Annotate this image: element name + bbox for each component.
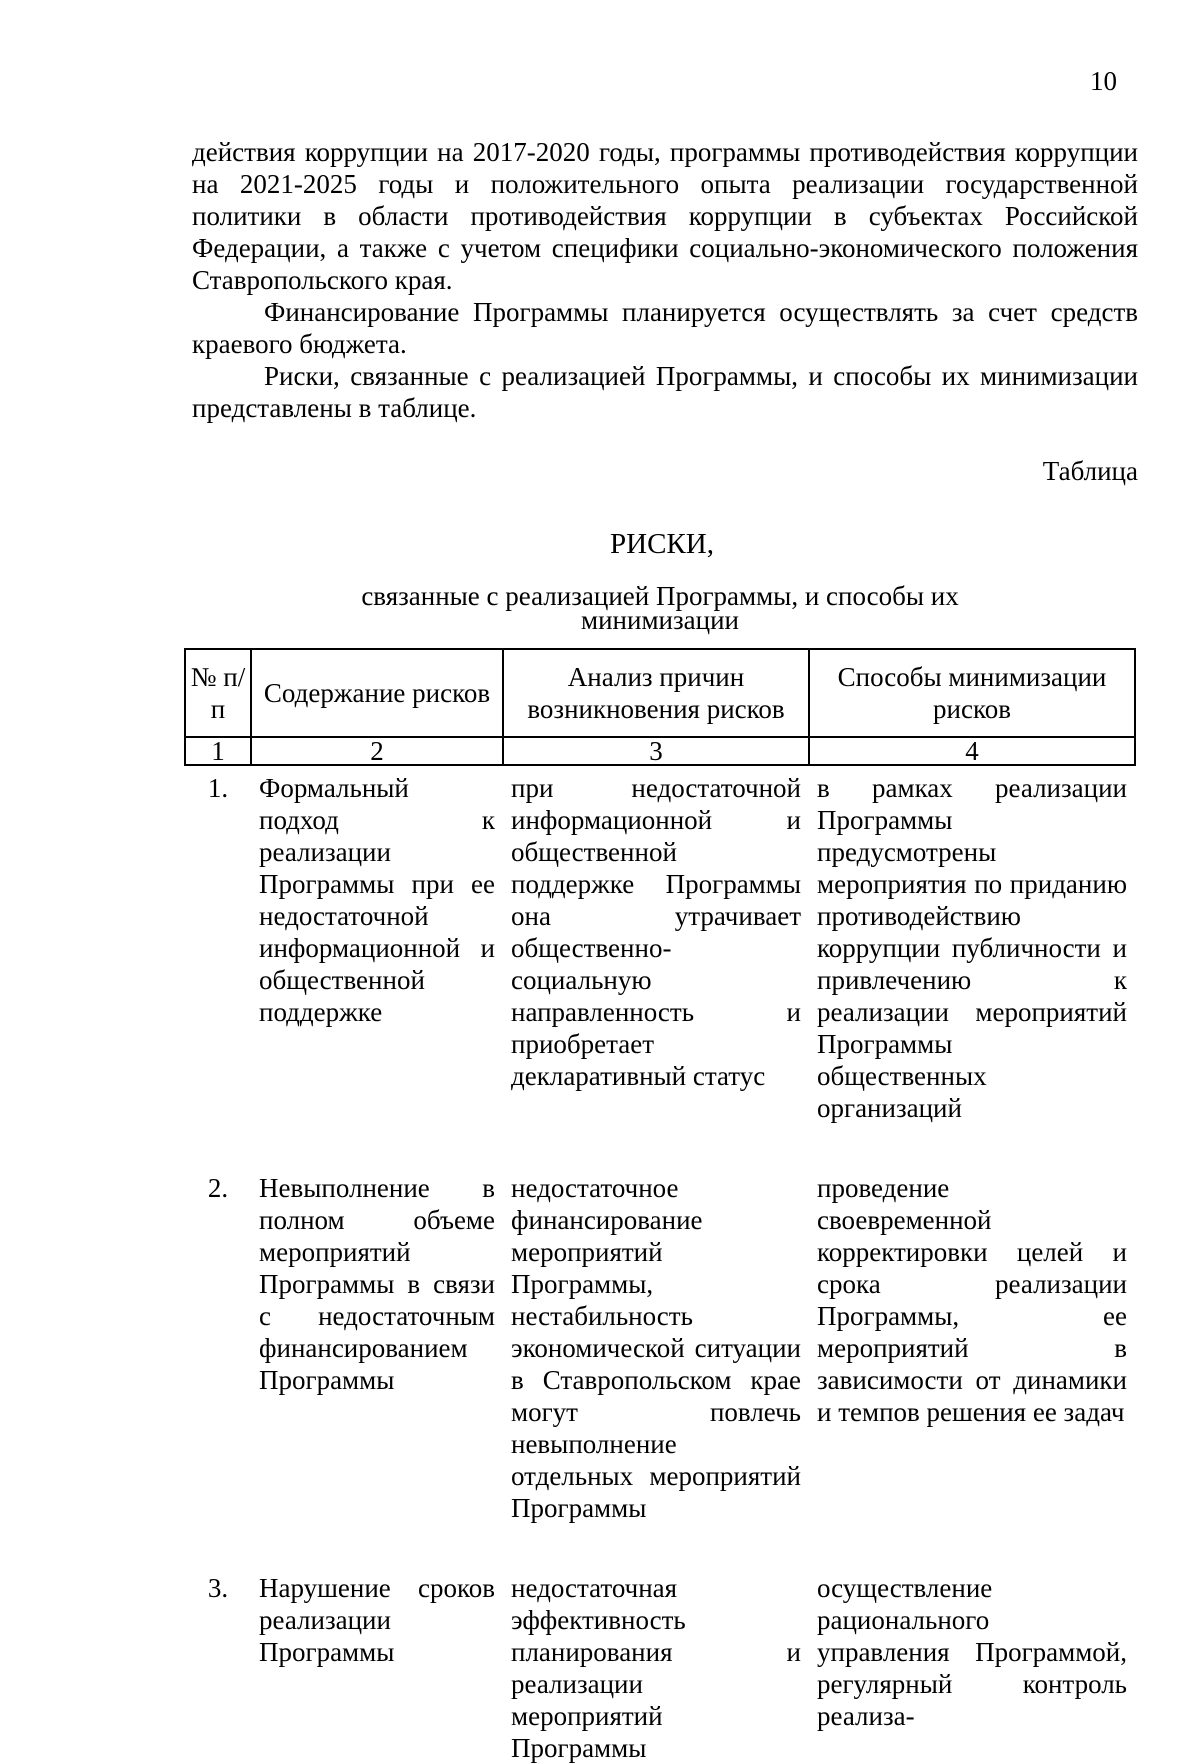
cause-cell: при недостаточной информационной и общественной поддержке Программы она утрачивает общественно-социальную направленность и приобретает декларативный статус (511, 773, 801, 1091)
column-number: 1 (185, 737, 251, 765)
table-row (185, 1166, 1135, 1566)
row-number: 1. (207, 773, 229, 803)
column-number: 4 (809, 737, 1135, 765)
intro-text (192, 136, 1138, 424)
table-row (185, 765, 1135, 1166)
risk-cell: Формальный подход к реализации Программы при ее недостаточной информационной и общественной поддержке (259, 773, 495, 1027)
column-number: 2 (251, 737, 503, 765)
table-title: РИСКИ, (610, 528, 714, 560)
table-column-numbers-row (185, 737, 1135, 765)
cause-cell: недостаточная эффективность планирования и реализации мероприятий Программы (511, 1573, 801, 1763)
table-row (185, 1566, 1135, 1764)
header-number: № п/п (185, 649, 251, 737)
page-number: 10 (1090, 66, 1117, 96)
column-number: 3 (503, 737, 809, 765)
risks-table (184, 648, 1136, 1764)
header-risk-content: Содержание рисков (251, 649, 503, 737)
mitigation-cell: проведение своевременной корректировки целей и срока реализации Программы, ее мероприятий в зависимости от динамики и темпов решения ее задач (817, 1173, 1127, 1427)
header-cause-analysis: Анализ причин возникновения рисков (503, 649, 809, 737)
table-subtitle: связанные с реализацией Программы, и способы их минимизации (361, 581, 959, 635)
intro-paragraph: Финансирование Программы планируется осуществлять за счет средств краевого бюджета. (192, 297, 1138, 359)
mitigation-cell: осуществление рационального управления Программой, регулярный контроль реализа- (817, 1573, 1127, 1731)
risk-cell: Невыполнение в полном объеме мероприятий Программы в связи с недостаточным финансированием Программы (259, 1173, 495, 1395)
table-header-row (185, 649, 1135, 737)
row-number: 2. (207, 1173, 229, 1203)
mitigation-cell: в рамках реализации Программы предусмотрены мероприятия по приданию противодействию коррупции публичности и привлечению к реализации мероприятий Программы общественных организаций (817, 773, 1127, 1123)
header-mitigation: Способы минимизации рисков (809, 649, 1135, 737)
cause-cell: недостаточное финансирование мероприятий Программы, нестабильность экономической ситуации в Ставропольском крае могут повлечь невыполнение отдельных мероприятий Программы (511, 1173, 801, 1523)
risk-cell: Нарушение сроков реализации Программы (259, 1573, 495, 1667)
intro-paragraph: действия коррупции на 2017-2020 годы, программы противодействия коррупции на 2021-2025 годы и положительного опыта реализации государственной политики в области противодействия коррупции в субъектах Российской Федерации, а также с учетом специфики социально-экономического положения Ставропольского края. (192, 137, 1138, 295)
row-number: 3. (207, 1573, 229, 1603)
table-label: Таблица (1042, 456, 1138, 486)
intro-paragraph: Риски, связанные с реализацией Программы, и способы их минимизации представлены в таблице. (192, 361, 1138, 423)
